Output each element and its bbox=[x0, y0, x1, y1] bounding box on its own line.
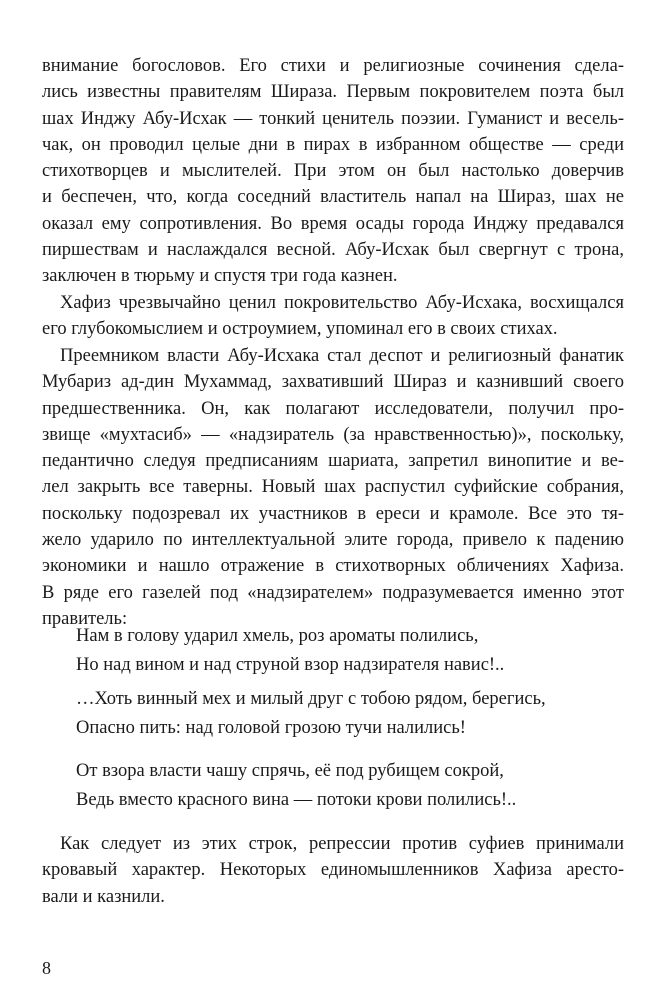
text-line: внимание богословов. Его стихи и религиозные сочинения сдела- bbox=[42, 56, 624, 76]
text-line: лел закрыть все таверны. Новый шах распустил суфийские собрания, bbox=[42, 477, 624, 498]
text-line: вали и казнили. bbox=[42, 886, 165, 907]
text-line: кровавый характер. Некоторых единомышленников Хафиза аресто- bbox=[42, 860, 624, 881]
text-line: оказал ему сопротивления. Во время осады города Инджу предавался bbox=[42, 213, 624, 234]
poem-stanza-1 bbox=[76, 622, 596, 679]
paragraph-4 bbox=[42, 831, 624, 910]
poem-stanza-3 bbox=[76, 757, 596, 814]
text-line: жело ударило по интеллектуальной элите города, привело к падению bbox=[42, 530, 624, 551]
text-line: предшественника. Он, как полагают исследователи, получил про- bbox=[42, 398, 624, 419]
text-line: заключен в тюрьму и спустя три года казнен. bbox=[42, 266, 398, 287]
text-line: лись известны правителям Шираза. Первым покровителем поэта был bbox=[42, 82, 624, 103]
text-line: стихотворцев и мыслителей. При этом он был настолько доверчив bbox=[42, 161, 624, 182]
text-line: Хафиз чрезвычайно ценил покровительство Абу-Исхака, восхищался bbox=[60, 293, 624, 313]
text-line: экономики и нашло отражение в стихотворных обличениях Хафиза. bbox=[42, 556, 624, 577]
text-line: звище «мухтасиб» — «надзиратель (за нравственностью)», поскольку, bbox=[42, 424, 624, 445]
poem-line: Но над вином и над струной взор надзирателя навис!.. bbox=[76, 654, 505, 675]
text-line: В ряде его газелей под «надзирателем» подразумевается именно этот bbox=[42, 582, 624, 603]
text-line: педантично следуя предписаниям шариата, запретил винопитие и ве- bbox=[42, 451, 624, 472]
page-number: 8 bbox=[42, 958, 51, 978]
poem-line: Опасно пить: над головой грозою тучи налились! bbox=[76, 717, 466, 738]
text-line: шах Инджу Абу-Исхак — тонкий ценитель поэзии. Гуманист и весель- bbox=[42, 108, 624, 129]
poem-stanza-2 bbox=[76, 685, 596, 742]
text-line: чак, он проводил целые дни в пирах в избранном обществе — среди bbox=[42, 134, 624, 155]
text-line: Преемником власти Абу-Исхака стал деспот и религиозный фанатик bbox=[60, 346, 624, 366]
text-line: поскольку подозревал их участников в ереси и крамоле. Все это тя- bbox=[42, 503, 624, 524]
text-line: и беспечен, что, когда соседний властитель напал на Шираз, шах не bbox=[42, 187, 624, 208]
paragraph-3 bbox=[42, 343, 624, 632]
poem-line: От взора власти чашу спрячь, её под рубищем сокрой, bbox=[76, 761, 504, 781]
text-line: правитель: bbox=[42, 608, 128, 629]
paragraph-2 bbox=[42, 290, 624, 343]
paragraph-1 bbox=[42, 53, 624, 290]
text-line: его глубокомыслием и остроумием, упоминал его в своих стихах. bbox=[42, 319, 558, 340]
text-line: пиршествам и наслаждался весной. Абу-Исхак был свергнут с трона, bbox=[42, 240, 624, 261]
poem-line: Ведь вместо красного вина — потоки крови полились!.. bbox=[76, 789, 517, 810]
poem-line: …Хоть винный мех и милый друг с тобою рядом, берегись, bbox=[76, 689, 546, 709]
poem-line: Нам в голову ударил хмель, роз ароматы полились, bbox=[76, 626, 479, 646]
text-line: Как следует из этих строк, репрессии против суфиев принимали bbox=[60, 834, 624, 854]
text-line: Мубариз ад-дин Мухаммад, захвативший Шираз и казнивший своего bbox=[42, 372, 624, 393]
